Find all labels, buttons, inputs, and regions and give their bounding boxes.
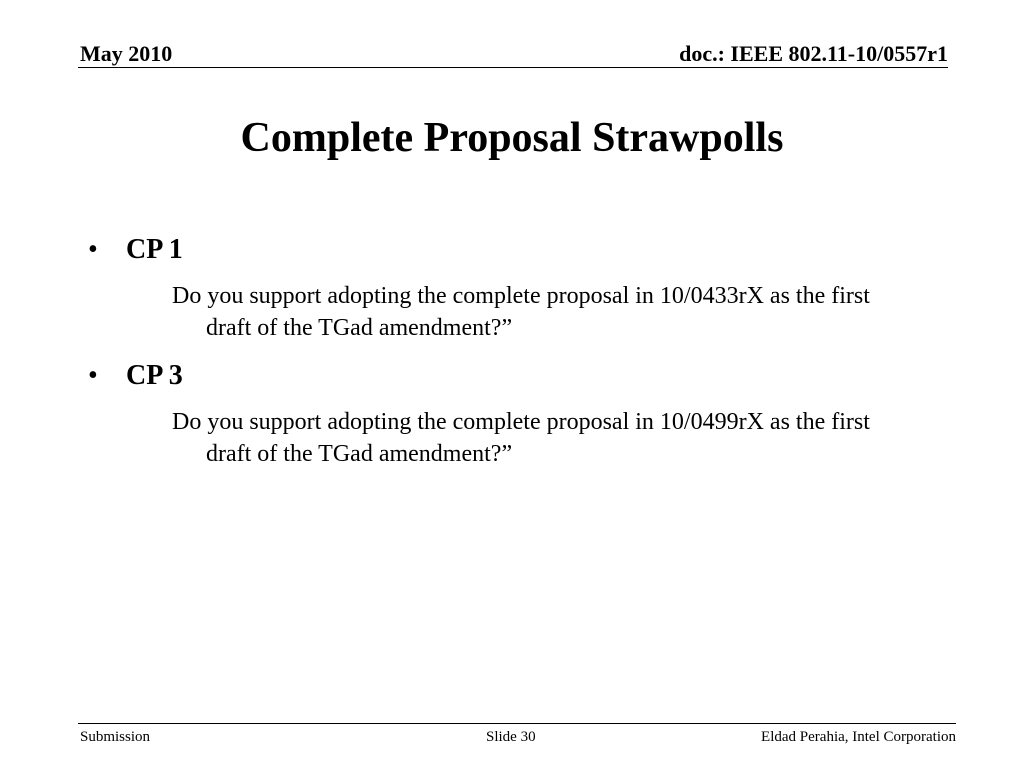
header-doc-id: doc.: IEEE 802.11-10/0557r1: [679, 41, 948, 66]
footer-author: Eldad Perahia, Intel Corporation: [761, 729, 956, 745]
bullet-item-cp3: [82, 356, 942, 396]
header-date: May 2010: [80, 41, 173, 66]
bullet-subtext: Do you support adopting the complete proposal in 10/0499rX as the first draft of the TGad amendment?”: [172, 409, 870, 467]
header-divider: [78, 67, 948, 68]
footer-submission: Submission: [80, 729, 151, 745]
footer-divider: [78, 723, 956, 724]
bullet-icon: •: [88, 234, 98, 265]
bullet-subtext: Do you support adopting the complete proposal in 10/0433rX as the first draft of the TGad amendment?”: [172, 283, 870, 341]
bullet-icon: •: [88, 360, 98, 391]
bullet-heading: CP 3: [126, 360, 183, 391]
bullet-heading: CP 1: [126, 234, 183, 265]
bullet-item-cp1: [82, 230, 942, 270]
slide-title: Complete Proposal Strawpolls: [240, 115, 784, 161]
footer-slide-number: Slide 30: [486, 729, 536, 745]
slide-content: [82, 230, 942, 482]
